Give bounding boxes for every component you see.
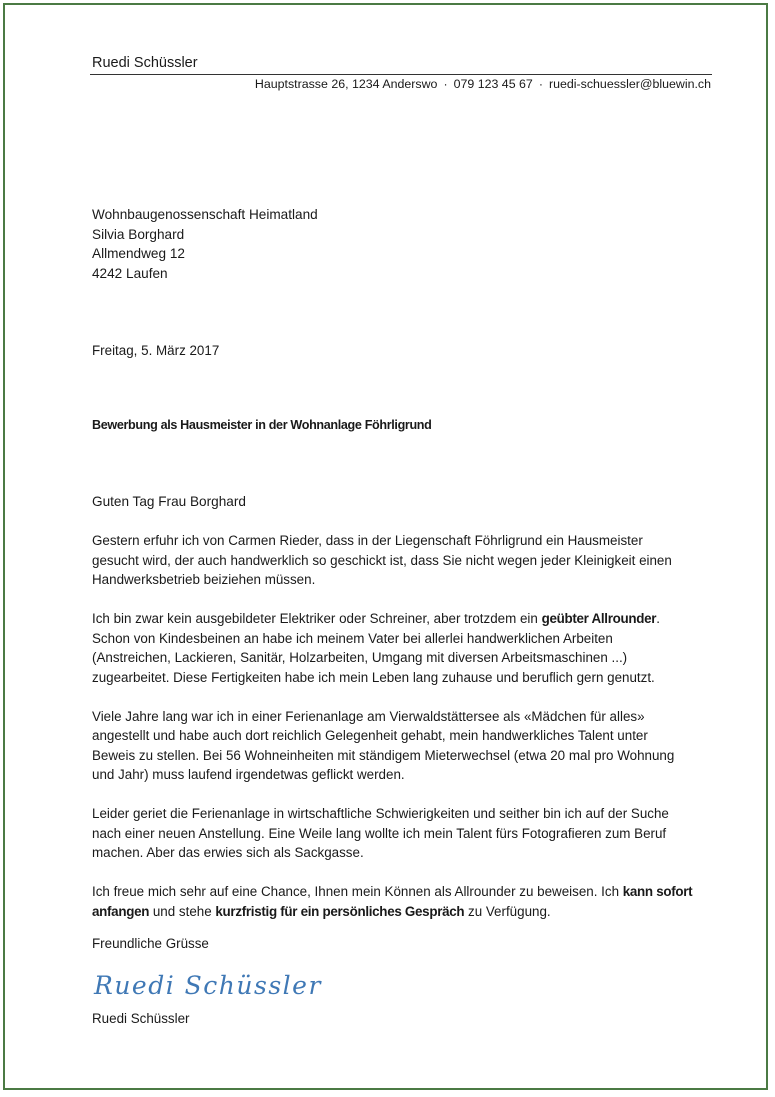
text-line: angestellt und habe auch dort reichlich Gelegenheit gehabt, mein handwerkliches Talent unter: [92, 728, 648, 743]
bold-emphasis: geübter Allrounder: [541, 611, 657, 626]
header-divider: [90, 74, 712, 75]
text-line: und Jahr) muss laufend irgendetwas geflickt werden.: [92, 767, 405, 782]
letter-date: Freitag, 5. März 2017: [92, 343, 220, 358]
text-line: Leider geriet die Ferienanlage in wirtschaftliche Schwierigkeiten und seither bin ich auf der Suche: [92, 806, 669, 821]
bold-emphasis: kann sofort: [622, 884, 693, 899]
closing-phrase: Freundliche Grüsse: [92, 936, 209, 951]
letter-subject: Bewerbung als Hausmeister in der Wohnanlage Föhrligrund: [92, 418, 432, 432]
bold-emphasis: kurzfristig für ein persönliches Gespräch: [215, 903, 465, 919]
contact-separator: ·: [443, 77, 448, 91]
contact-separator: ·: [538, 77, 543, 91]
sender-name: Ruedi Schüssler: [92, 55, 198, 71]
sender-address: Hauptstrasse 26, 1234 Anderswo: [254, 77, 438, 91]
recipient-organization: Wohnbaugenossenschaft Heimatland: [92, 207, 318, 222]
text-line: Viele Jahre lang war ich in einer Ferienanlage am Vierwaldstättersee als «Mädchen für alles»: [92, 708, 645, 724]
text-line: Gestern erfuhr ich von Carmen Rieder, dass in der Liegenschaft Föhrligrund ein Hausmeister: [92, 533, 643, 548]
text-line: [92, 902, 722, 922]
body-paragraph: [92, 882, 722, 921]
sender-contact-line: [255, 77, 711, 91]
recipient-city: 4242 Laufen: [92, 265, 168, 281]
text-line: Schon von Kindesbeinen an habe ich meinem Vater bei allerlei handwerklichen Arbeiten: [92, 630, 613, 646]
text-fragment: Ich freue mich sehr auf eine Chance, Ihnen mein Können als Allrounder zu beweisen. Ich: [92, 884, 623, 899]
text-line: Handwerksbetrieb beiziehen müssen.: [92, 572, 316, 587]
text-line: nach einer neuen Anstellung. Eine Weile lang wollte ich mein Talent fürs Fotografieren zum Beruf: [92, 825, 667, 841]
sender-email: ruedi-schuessler@bluewin.ch: [548, 77, 711, 91]
body-paragraph: [92, 609, 722, 687]
recipient-street: Allmendweg 12: [92, 246, 185, 261]
recipient-address-block: [92, 205, 318, 283]
handwritten-signature: Ruedi Schüssler: [94, 971, 322, 1000]
text-fragment: .: [656, 611, 660, 626]
text-line: zugearbeitet. Diese Fertigkeiten habe ich mein Leben lang zuhause und beruflich gern genutzt.: [92, 669, 655, 685]
bold-emphasis: anfangen: [92, 903, 150, 919]
letter-body: [92, 531, 722, 941]
salutation: Guten Tag Frau Borghard: [92, 494, 246, 509]
text-line: [92, 882, 722, 902]
body-paragraph: [92, 804, 722, 863]
text-fragment: Ich bin zwar kein ausgebildeter Elektriker oder Schreiner, aber trotzdem ein: [92, 611, 542, 626]
recipient-contact: Silvia Borghard: [92, 226, 185, 242]
sender-phone: 079 123 45 67: [453, 77, 533, 91]
text-line: machen. Aber das erwies sich als Sackgasse.: [92, 845, 364, 860]
body-paragraph: [92, 707, 722, 785]
signer-name: Ruedi Schüssler: [92, 1011, 190, 1026]
text-line: Beweis zu stellen. Bei 56 Wohneinheiten mit ständigem Mieterwechsel (etwa 20 mal pro Wohnung: [92, 747, 675, 763]
text-line: [92, 609, 722, 629]
text-fragment: und stehe: [149, 903, 216, 919]
text-line: gesucht wird, der auch handwerklich so geschickt ist, dass Sie nicht wegen jeder Kleinigkeit einen: [92, 552, 672, 568]
body-paragraph: [92, 531, 722, 590]
text-line: (Anstreichen, Lackieren, Sanitär, Holzarbeiten, Umgang mit diversen Arbeitsmaschinen ...): [92, 650, 628, 665]
text-fragment: zu Verfügung.: [464, 903, 551, 919]
